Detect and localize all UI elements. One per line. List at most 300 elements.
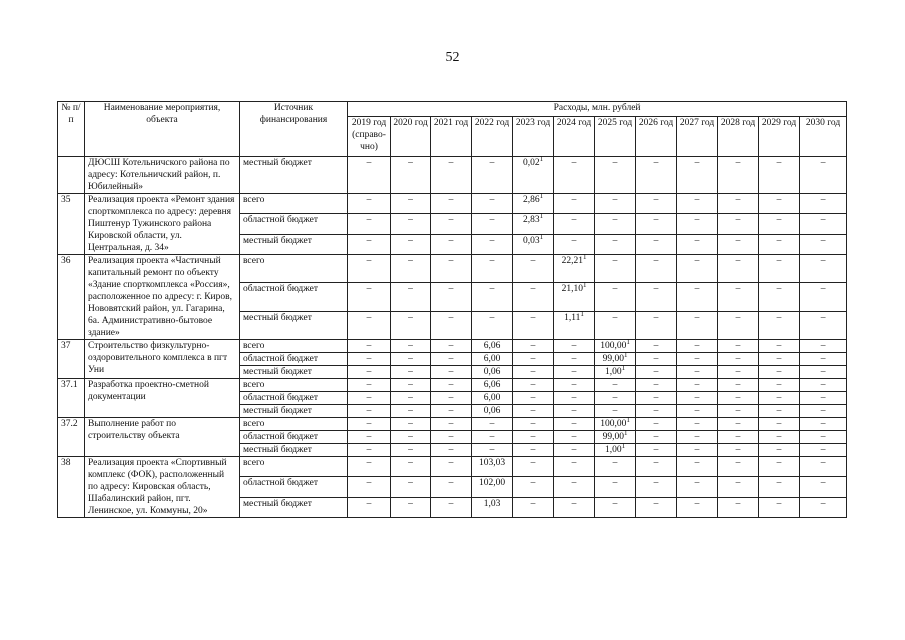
expense-cell — [554, 497, 595, 517]
table-body — [58, 154, 847, 518]
expense-cell — [513, 340, 554, 353]
expense-value: – — [612, 406, 618, 416]
expense-cell — [677, 418, 718, 431]
expense-cell — [759, 477, 800, 497]
expense-cell — [431, 418, 472, 431]
expense-cell — [513, 405, 554, 418]
expense-cell — [718, 457, 759, 477]
expense-value: – — [530, 445, 536, 455]
expense-value: – — [489, 312, 495, 323]
expense-cell — [472, 157, 513, 194]
expense-cell — [391, 353, 431, 366]
expense-value: – — [366, 158, 372, 168]
expense-cell — [677, 405, 718, 418]
expense-cell — [348, 497, 391, 517]
expense-cell — [636, 214, 677, 234]
expense-cell — [800, 194, 847, 214]
expense-value: – — [530, 393, 536, 403]
expense-cell — [718, 353, 759, 366]
expense-value: – — [776, 235, 782, 246]
expense-cell — [391, 477, 431, 497]
expense-value: – — [820, 458, 826, 468]
expense-value: – — [408, 158, 413, 168]
expense-value: – — [820, 256, 826, 266]
expense-value: – — [612, 478, 618, 489]
expense-value: – — [366, 341, 372, 351]
header-year: 2019 год (справо-чно) — [348, 117, 391, 157]
funding-source: областной бюджет — [240, 477, 348, 497]
expense-cell — [595, 194, 636, 214]
expense-value: – — [820, 498, 826, 509]
expense-value: – — [448, 195, 454, 205]
expense-cell — [472, 255, 513, 283]
header-year: 2027 год — [677, 117, 718, 157]
expense-cell — [759, 234, 800, 254]
expense-cell — [800, 444, 847, 457]
expense-value: 100,00 — [600, 341, 627, 351]
expense-cell — [513, 366, 554, 379]
footnote-mark: 1 — [623, 350, 628, 359]
expense-value: – — [776, 284, 782, 295]
funding-source: местный бюджет — [240, 405, 348, 418]
table-row — [58, 255, 847, 283]
expense-value: – — [694, 380, 700, 390]
expense-value: – — [694, 432, 700, 442]
expense-cell — [636, 234, 677, 254]
expense-value: – — [653, 458, 659, 468]
expense-value: – — [776, 158, 782, 168]
expense-value: – — [530, 419, 536, 429]
funding-source: местный бюджет — [240, 444, 348, 457]
expense-cell — [472, 379, 513, 392]
expense-value: – — [366, 393, 372, 403]
expense-value: 1,03 — [483, 498, 501, 509]
expense-value: – — [653, 367, 659, 377]
header-year: 2024 год — [554, 117, 595, 157]
expense-cell — [677, 457, 718, 477]
expense-cell — [636, 340, 677, 353]
expense-value: – — [653, 235, 659, 246]
funding-source: областной бюджет — [240, 214, 348, 234]
expense-value: – — [612, 195, 618, 205]
expense-value: – — [612, 393, 618, 403]
expense-cell — [759, 444, 800, 457]
expense-cell — [431, 379, 472, 392]
expense-value: – — [366, 215, 372, 226]
expense-cell — [759, 340, 800, 353]
expense-value: – — [408, 312, 413, 323]
table-row — [58, 340, 847, 353]
expense-cell — [677, 366, 718, 379]
expense-cell — [800, 283, 847, 311]
expense-cell — [391, 497, 431, 517]
expense-cell — [636, 283, 677, 311]
expense-value: – — [735, 354, 741, 364]
expense-value: – — [366, 458, 372, 468]
expense-cell — [800, 379, 847, 392]
expense-cell — [513, 497, 554, 517]
page-number: 52 — [445, 50, 460, 65]
expense-cell — [759, 194, 800, 214]
expense-value: – — [653, 256, 659, 266]
expense-cell — [595, 214, 636, 234]
expense-value: 1,00 — [604, 367, 622, 377]
expense-cell — [391, 255, 431, 283]
expense-cell — [472, 444, 513, 457]
expense-value: – — [571, 195, 577, 205]
expense-value: – — [489, 235, 495, 246]
footnote-mark: 1 — [582, 281, 587, 290]
expense-cell — [595, 311, 636, 339]
expense-cell — [554, 457, 595, 477]
table-header — [58, 102, 847, 157]
expense-cell — [348, 431, 391, 444]
expense-value: – — [571, 432, 577, 442]
expense-value: – — [694, 445, 700, 455]
expense-value: – — [366, 256, 372, 266]
expense-value: – — [820, 406, 826, 416]
expense-value: – — [408, 354, 413, 364]
expense-cell — [595, 415, 636, 431]
expense-cell — [348, 457, 391, 477]
expense-value: – — [571, 458, 577, 468]
expense-cell — [391, 379, 431, 392]
expense-cell — [677, 353, 718, 366]
expense-value: 6,06 — [483, 341, 501, 351]
item-number — [58, 157, 85, 194]
expense-cell — [391, 405, 431, 418]
expense-value: – — [694, 406, 700, 416]
expense-value: – — [820, 354, 826, 364]
expense-cell — [348, 194, 391, 214]
expense-cell — [636, 392, 677, 405]
expense-value: – — [735, 367, 741, 377]
expense-value: – — [448, 312, 454, 323]
expense-value: 99,00 — [602, 354, 624, 364]
expense-cell — [595, 337, 636, 353]
expense-cell — [800, 418, 847, 431]
expense-cell — [554, 379, 595, 392]
expense-cell — [636, 497, 677, 517]
expense-value: – — [653, 478, 659, 489]
expense-value: 22,21 — [561, 256, 583, 266]
expense-value: – — [571, 215, 577, 226]
expense-cell — [636, 431, 677, 444]
expense-cell — [759, 497, 800, 517]
item-number: 37.1 — [58, 379, 85, 418]
expense-cell — [800, 457, 847, 477]
expense-value: – — [735, 380, 741, 390]
expense-value: – — [653, 380, 659, 390]
expense-value: – — [653, 341, 659, 351]
expense-value: – — [571, 341, 577, 351]
expense-cell — [348, 444, 391, 457]
expense-value: – — [366, 478, 372, 489]
expense-value: – — [694, 284, 700, 295]
expense-value: – — [694, 215, 700, 226]
header-year: 2029 год — [759, 117, 800, 157]
expense-cell — [554, 283, 595, 311]
expense-value: – — [820, 341, 826, 351]
expense-value: – — [776, 341, 782, 351]
expense-value: – — [653, 195, 659, 205]
expense-cell — [677, 431, 718, 444]
expense-cell — [513, 353, 554, 366]
expense-value: – — [530, 478, 536, 489]
expense-cell — [718, 392, 759, 405]
expense-value: – — [776, 215, 782, 226]
expense-cell — [677, 194, 718, 214]
expense-value: – — [408, 406, 413, 416]
expense-cell — [431, 255, 472, 283]
expense-cell — [348, 214, 391, 234]
item-name: Строительство физкультурно-оздоровительного комплекса в пгт Уни — [85, 340, 240, 379]
expense-value: – — [694, 367, 700, 377]
expense-value: – — [366, 312, 372, 323]
expense-cell — [348, 157, 391, 194]
expense-cell — [718, 311, 759, 339]
footnote-mark: 1 — [626, 337, 630, 346]
table-row — [58, 379, 847, 392]
expense-cell — [718, 157, 759, 194]
expense-cell — [718, 405, 759, 418]
expense-value: – — [820, 235, 826, 246]
expense-value: – — [735, 478, 741, 489]
expense-cell — [554, 392, 595, 405]
expense-cell — [636, 477, 677, 497]
expense-cell — [636, 444, 677, 457]
expense-cell — [513, 255, 554, 283]
expense-value: – — [448, 393, 454, 403]
expense-cell — [759, 255, 800, 283]
expense-value: – — [448, 406, 454, 416]
expense-value: – — [776, 312, 782, 323]
expense-value: – — [366, 445, 372, 455]
expense-value: – — [530, 367, 536, 377]
table-row — [58, 194, 847, 214]
expense-value: – — [653, 215, 659, 226]
expense-cell — [391, 311, 431, 339]
funding-source: всего — [240, 457, 348, 477]
expense-cell — [554, 340, 595, 353]
expense-value: 0,02 — [522, 158, 540, 168]
expense-cell — [554, 311, 595, 339]
expense-value: – — [735, 458, 741, 468]
expense-cell — [800, 157, 847, 194]
expense-value: – — [612, 498, 618, 509]
expense-cell — [554, 234, 595, 254]
expense-value: – — [530, 406, 536, 416]
expense-cell — [554, 405, 595, 418]
expense-cell — [513, 444, 554, 457]
expense-value: – — [735, 341, 741, 351]
expense-value: – — [571, 380, 577, 390]
expense-cell — [472, 311, 513, 339]
expense-value: – — [612, 158, 618, 168]
expense-cell — [431, 353, 472, 366]
expense-value: – — [735, 432, 741, 442]
header-year: 2025 год — [595, 117, 636, 157]
header-year: 2028 год — [718, 117, 759, 157]
expense-cell — [391, 392, 431, 405]
expense-cell — [759, 311, 800, 339]
expense-cell — [431, 234, 472, 254]
expense-cell — [513, 431, 554, 444]
expense-value: – — [694, 458, 700, 468]
expense-cell — [472, 405, 513, 418]
expense-value: – — [776, 498, 782, 509]
expense-value: – — [408, 256, 413, 266]
expense-value: – — [612, 284, 618, 295]
funding-source: всего — [240, 194, 348, 214]
expense-cell — [348, 405, 391, 418]
expense-cell — [348, 255, 391, 283]
expense-value: – — [408, 284, 413, 295]
expense-cell — [348, 366, 391, 379]
expense-cell — [472, 477, 513, 497]
expense-value: – — [776, 419, 782, 429]
expense-cell — [800, 405, 847, 418]
expense-value: – — [366, 419, 372, 429]
expense-cell — [472, 194, 513, 214]
expense-value: – — [571, 235, 577, 246]
header-year: 2021 год — [431, 117, 472, 157]
expense-cell — [677, 234, 718, 254]
expense-value: – — [408, 367, 413, 377]
expense-value: 6,06 — [483, 380, 501, 390]
expense-cell — [513, 154, 554, 194]
table-row — [58, 157, 847, 194]
footnote-mark: 1 — [621, 363, 626, 372]
expense-cell — [595, 255, 636, 283]
expense-value: – — [735, 284, 741, 295]
expense-cell — [554, 157, 595, 194]
expense-value: – — [366, 235, 372, 246]
expense-value: – — [448, 235, 454, 246]
expense-value: – — [653, 393, 659, 403]
expense-value: – — [612, 458, 618, 468]
footnote-mark: 1 — [539, 191, 544, 200]
expense-value: 99,00 — [602, 432, 624, 442]
expense-cell — [431, 431, 472, 444]
expense-value: – — [694, 158, 700, 168]
footnote-mark: 1 — [623, 428, 628, 437]
expense-cell — [554, 214, 595, 234]
expense-cell — [800, 353, 847, 366]
item-name: Разработка проектно-сметной документации — [85, 379, 240, 418]
expense-cell — [677, 157, 718, 194]
expense-value: – — [366, 432, 372, 442]
funding-source: местный бюджет — [240, 366, 348, 379]
expense-value: – — [366, 195, 372, 205]
header-num: № п/п — [58, 102, 85, 157]
expense-value: – — [530, 256, 536, 266]
expense-cell — [472, 340, 513, 353]
expense-value: – — [735, 215, 741, 226]
expense-cell — [718, 194, 759, 214]
expense-value: – — [820, 312, 826, 323]
expense-cell — [636, 457, 677, 477]
expense-value: – — [735, 235, 741, 246]
expense-value: – — [612, 380, 618, 390]
expense-cell — [595, 441, 636, 457]
expense-value: – — [448, 354, 454, 364]
expense-cell — [677, 255, 718, 283]
expense-cell — [348, 283, 391, 311]
expense-cell — [391, 418, 431, 431]
expense-value: – — [571, 158, 577, 168]
expense-cell — [391, 214, 431, 234]
expense-cell — [348, 234, 391, 254]
expense-value: – — [366, 406, 372, 416]
expense-value: – — [653, 445, 659, 455]
expense-value: – — [530, 341, 536, 351]
expense-cell — [431, 392, 472, 405]
expense-cell — [391, 431, 431, 444]
expense-value: – — [489, 445, 495, 455]
item-name: Реализация проекта «Ремонт здания спорткомплекса по адресу: деревня Пиштенур Тужинского района Кировской области, ул. Центральная, д. 34» — [85, 194, 240, 255]
expense-value: 0,03 — [522, 235, 540, 246]
expense-cell — [348, 418, 391, 431]
expense-value: – — [366, 367, 372, 377]
expense-value: – — [653, 354, 659, 364]
expense-value: – — [735, 312, 741, 323]
expense-cell — [513, 311, 554, 339]
expense-cell — [677, 477, 718, 497]
expense-value: – — [612, 235, 618, 246]
expense-value: – — [571, 406, 577, 416]
expense-cell — [718, 379, 759, 392]
expense-cell — [513, 234, 554, 254]
expense-cell — [677, 444, 718, 457]
expense-value: – — [408, 380, 413, 390]
expense-cell — [759, 283, 800, 311]
expense-value: – — [408, 235, 413, 246]
expense-value: – — [776, 478, 782, 489]
expense-cell — [595, 363, 636, 379]
expense-value: – — [489, 215, 495, 226]
expense-value: – — [820, 432, 826, 442]
expense-cell — [348, 311, 391, 339]
expense-value: 102,00 — [478, 478, 506, 489]
expense-cell — [718, 340, 759, 353]
expense-value: – — [448, 458, 454, 468]
expense-value: – — [735, 256, 741, 266]
expense-cell — [800, 392, 847, 405]
funding-source: областной бюджет — [240, 353, 348, 366]
header-year: 2023 год — [513, 117, 554, 157]
expense-value: – — [776, 445, 782, 455]
expense-cell — [677, 283, 718, 311]
table-row — [58, 457, 847, 477]
expense-cell — [718, 255, 759, 283]
expense-value: – — [408, 341, 413, 351]
expense-value: – — [820, 158, 826, 168]
expense-cell — [348, 353, 391, 366]
expense-value: – — [408, 393, 413, 403]
expense-cell — [759, 392, 800, 405]
expense-cell — [391, 234, 431, 254]
expense-value: 21,10 — [561, 284, 583, 295]
expense-cell — [636, 255, 677, 283]
expense-cell — [677, 497, 718, 517]
expense-value: – — [612, 215, 618, 226]
expense-value: – — [820, 478, 826, 489]
expense-cell — [431, 311, 472, 339]
expense-value: – — [820, 419, 826, 429]
footnote-mark: 1 — [539, 232, 544, 241]
expense-value: – — [489, 284, 495, 295]
